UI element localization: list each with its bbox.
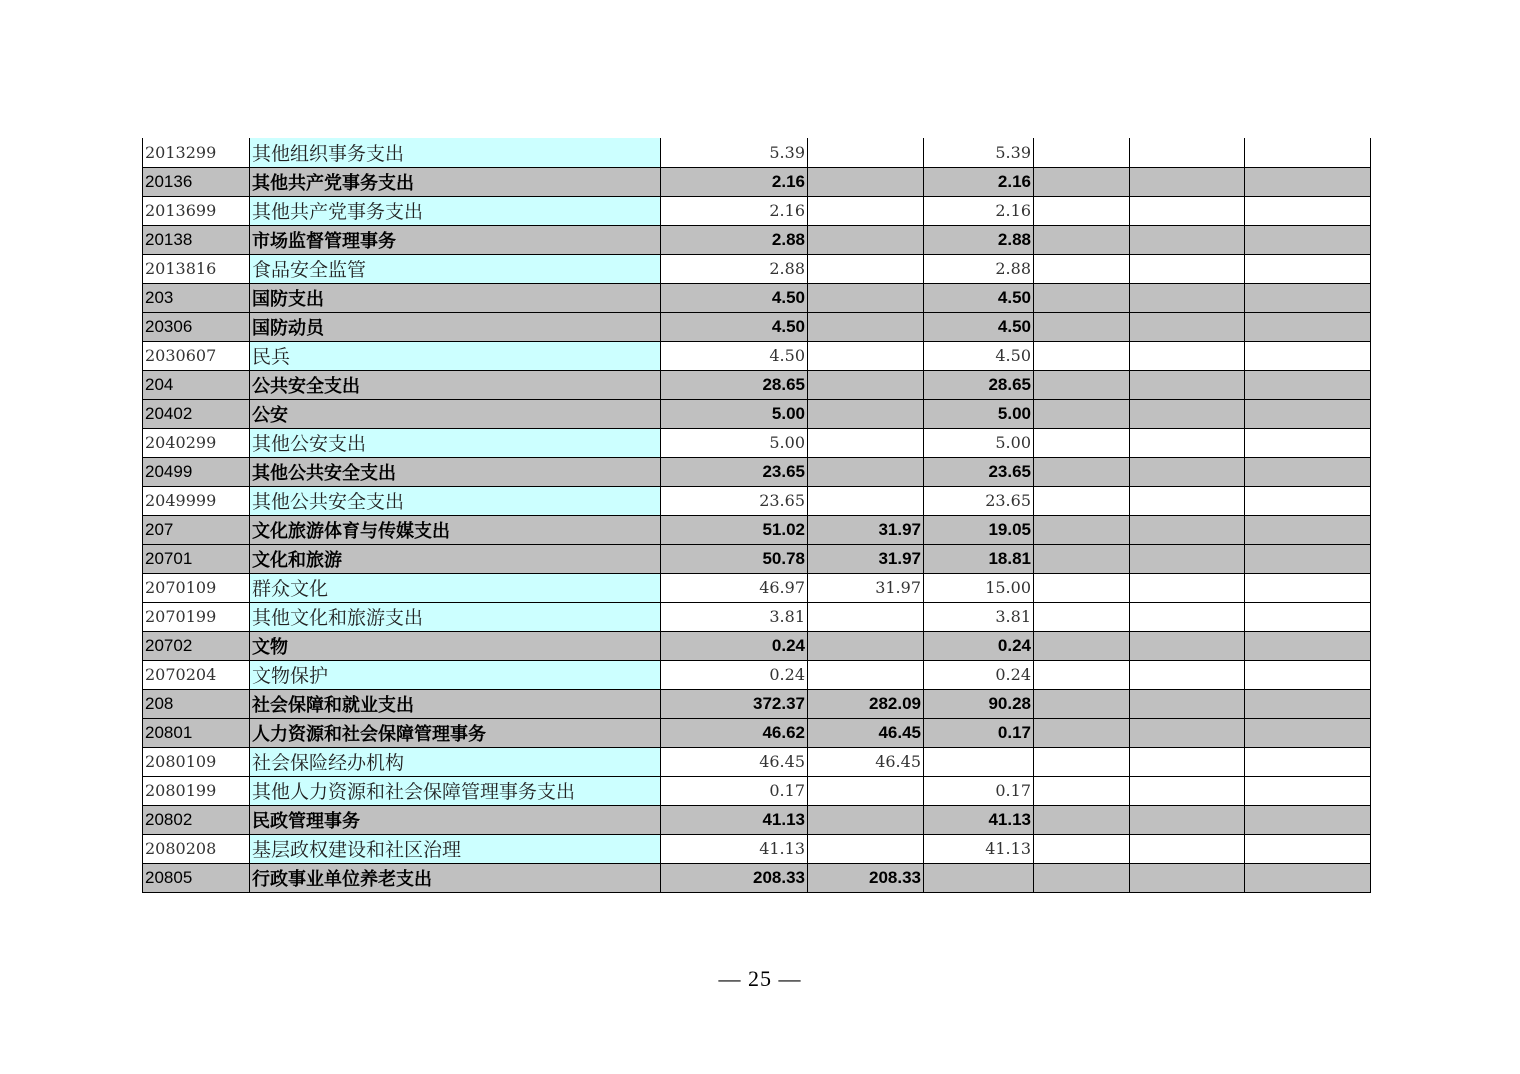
empty-cell <box>1245 776 1371 805</box>
empty-cell <box>1034 747 1130 776</box>
table-row-category <box>143 167 1371 196</box>
basic-expenditure-cell <box>808 312 924 341</box>
empty-cell <box>1245 689 1371 718</box>
empty-cell <box>1245 718 1371 747</box>
basic-expenditure-cell <box>808 370 924 399</box>
total-amount-cell: 28.65 <box>661 370 808 399</box>
table-row-item <box>143 254 1371 283</box>
empty-cell <box>1245 312 1371 341</box>
table-row-category <box>143 312 1371 341</box>
account-name-cell: 食品安全监管 <box>250 254 661 283</box>
account-code-cell: 2080199 <box>143 776 250 805</box>
basic-expenditure-cell: 208.33 <box>808 863 924 892</box>
table-row-category <box>143 283 1371 312</box>
account-code-cell: 2070204 <box>143 660 250 689</box>
empty-cell <box>1034 573 1130 602</box>
total-amount-cell: 5.39 <box>661 138 808 167</box>
empty-cell <box>1034 689 1130 718</box>
empty-cell <box>1034 805 1130 834</box>
basic-expenditure-cell <box>808 225 924 254</box>
basic-expenditure-cell: 46.45 <box>808 718 924 747</box>
project-expenditure-cell: 4.50 <box>924 283 1034 312</box>
table-row-category <box>143 457 1371 486</box>
account-code-cell: 20499 <box>143 457 250 486</box>
table-row-category <box>143 515 1371 544</box>
account-name-cell: 公共安全支出 <box>250 370 661 399</box>
account-code-cell: 2070199 <box>143 602 250 631</box>
project-expenditure-cell: 0.17 <box>924 776 1034 805</box>
account-code-cell: 20701 <box>143 544 250 573</box>
total-amount-cell: 23.65 <box>661 457 808 486</box>
project-expenditure-cell: 15.00 <box>924 573 1034 602</box>
project-expenditure-cell: 2.16 <box>924 196 1034 225</box>
basic-expenditure-cell <box>808 399 924 428</box>
project-expenditure-cell: 5.00 <box>924 399 1034 428</box>
basic-expenditure-cell <box>808 341 924 370</box>
empty-cell <box>1130 515 1245 544</box>
empty-cell <box>1245 370 1371 399</box>
account-name-cell: 基层政权建设和社区治理 <box>250 834 661 863</box>
empty-cell <box>1245 457 1371 486</box>
basic-expenditure-cell: 31.97 <box>808 573 924 602</box>
project-expenditure-cell: 19.05 <box>924 515 1034 544</box>
basic-expenditure-cell <box>808 602 924 631</box>
empty-cell <box>1130 486 1245 515</box>
total-amount-cell: 2.88 <box>661 254 808 283</box>
empty-cell <box>1034 254 1130 283</box>
account-code-cell: 20801 <box>143 718 250 747</box>
total-amount-cell: 41.13 <box>661 805 808 834</box>
empty-cell <box>1245 834 1371 863</box>
account-name-cell: 其他公共安全支出 <box>250 457 661 486</box>
empty-cell <box>1245 602 1371 631</box>
account-code-cell: 20805 <box>143 863 250 892</box>
total-amount-cell: 0.24 <box>661 631 808 660</box>
empty-cell <box>1034 167 1130 196</box>
empty-cell <box>1130 776 1245 805</box>
basic-expenditure-cell <box>808 428 924 457</box>
empty-cell <box>1034 834 1130 863</box>
account-name-cell: 其他公安支出 <box>250 428 661 457</box>
basic-expenditure-cell <box>808 486 924 515</box>
empty-cell <box>1245 573 1371 602</box>
empty-cell <box>1034 486 1130 515</box>
empty-cell <box>1130 747 1245 776</box>
empty-cell <box>1130 254 1245 283</box>
project-expenditure-cell: 2.88 <box>924 254 1034 283</box>
empty-cell <box>1034 312 1130 341</box>
table-row-item <box>143 602 1371 631</box>
project-expenditure-cell: 2.88 <box>924 225 1034 254</box>
project-expenditure-cell <box>924 863 1034 892</box>
empty-cell <box>1130 805 1245 834</box>
account-name-cell: 文化和旅游 <box>250 544 661 573</box>
total-amount-cell: 2.16 <box>661 196 808 225</box>
basic-expenditure-cell: 282.09 <box>808 689 924 718</box>
table-row-category <box>143 399 1371 428</box>
table-row-item <box>143 747 1371 776</box>
account-code-cell: 2013299 <box>143 138 250 167</box>
table-row-item <box>143 776 1371 805</box>
project-expenditure-cell: 0.24 <box>924 660 1034 689</box>
account-name-cell: 其他公共安全支出 <box>250 486 661 515</box>
empty-cell <box>1245 399 1371 428</box>
account-name-cell: 人力资源和社会保障管理事务 <box>250 718 661 747</box>
empty-cell <box>1034 370 1130 399</box>
account-name-cell: 其他组织事务支出 <box>250 138 661 167</box>
total-amount-cell: 46.62 <box>661 718 808 747</box>
table-row-category <box>143 225 1371 254</box>
empty-cell <box>1130 370 1245 399</box>
empty-cell <box>1034 138 1130 167</box>
empty-cell <box>1245 747 1371 776</box>
account-code-cell: 208 <box>143 689 250 718</box>
account-name-cell: 社会保险经办机构 <box>250 747 661 776</box>
empty-cell <box>1034 660 1130 689</box>
account-code-cell: 2049999 <box>143 486 250 515</box>
table-row-item <box>143 573 1371 602</box>
empty-cell <box>1034 776 1130 805</box>
account-name-cell: 其他共产党事务支出 <box>250 196 661 225</box>
total-amount-cell: 5.00 <box>661 399 808 428</box>
account-code-cell: 2070109 <box>143 573 250 602</box>
empty-cell <box>1034 602 1130 631</box>
account-code-cell: 207 <box>143 515 250 544</box>
empty-cell <box>1245 341 1371 370</box>
account-name-cell: 群众文化 <box>250 573 661 602</box>
table-row-category <box>143 370 1371 399</box>
empty-cell <box>1245 544 1371 573</box>
account-code-cell: 20138 <box>143 225 250 254</box>
project-expenditure-cell: 90.28 <box>924 689 1034 718</box>
empty-cell <box>1130 225 1245 254</box>
account-code-cell: 20136 <box>143 167 250 196</box>
account-name-cell: 其他人力资源和社会保障管理事务支出 <box>250 776 661 805</box>
account-code-cell: 2013699 <box>143 196 250 225</box>
basic-expenditure-cell <box>808 834 924 863</box>
empty-cell <box>1130 283 1245 312</box>
account-name-cell: 文物 <box>250 631 661 660</box>
project-expenditure-cell: 28.65 <box>924 370 1034 399</box>
basic-expenditure-cell <box>808 196 924 225</box>
table-row-item <box>143 486 1371 515</box>
empty-cell <box>1034 399 1130 428</box>
table-row-category <box>143 863 1371 892</box>
total-amount-cell: 0.24 <box>661 660 808 689</box>
empty-cell <box>1034 225 1130 254</box>
empty-cell <box>1034 544 1130 573</box>
project-expenditure-cell: 41.13 <box>924 834 1034 863</box>
project-expenditure-cell <box>924 747 1034 776</box>
empty-cell <box>1245 283 1371 312</box>
empty-cell <box>1130 341 1245 370</box>
account-name-cell: 民兵 <box>250 341 661 370</box>
account-code-cell: 20802 <box>143 805 250 834</box>
project-expenditure-cell: 2.16 <box>924 167 1034 196</box>
project-expenditure-cell: 23.65 <box>924 486 1034 515</box>
empty-cell <box>1245 863 1371 892</box>
table-row-category <box>143 631 1371 660</box>
basic-expenditure-cell <box>808 631 924 660</box>
total-amount-cell: 23.65 <box>661 486 808 515</box>
account-code-cell: 20702 <box>143 631 250 660</box>
total-amount-cell: 51.02 <box>661 515 808 544</box>
empty-cell <box>1034 863 1130 892</box>
total-amount-cell: 3.81 <box>661 602 808 631</box>
basic-expenditure-cell <box>808 167 924 196</box>
empty-cell <box>1245 138 1371 167</box>
project-expenditure-cell: 23.65 <box>924 457 1034 486</box>
table-row-category <box>143 718 1371 747</box>
table-row-item <box>143 428 1371 457</box>
empty-cell <box>1245 428 1371 457</box>
account-name-cell: 文物保护 <box>250 660 661 689</box>
empty-cell <box>1245 631 1371 660</box>
basic-expenditure-cell <box>808 138 924 167</box>
project-expenditure-cell: 41.13 <box>924 805 1034 834</box>
table-row-item <box>143 660 1371 689</box>
basic-expenditure-cell <box>808 457 924 486</box>
empty-cell <box>1034 341 1130 370</box>
total-amount-cell: 208.33 <box>661 863 808 892</box>
empty-cell <box>1034 196 1130 225</box>
empty-cell <box>1130 544 1245 573</box>
account-name-cell: 国防动员 <box>250 312 661 341</box>
total-amount-cell: 4.50 <box>661 283 808 312</box>
empty-cell <box>1130 573 1245 602</box>
table-row-item <box>143 138 1371 167</box>
account-code-cell: 20402 <box>143 399 250 428</box>
empty-cell <box>1130 689 1245 718</box>
empty-cell <box>1130 457 1245 486</box>
account-code-cell: 2080109 <box>143 747 250 776</box>
table-row-item <box>143 196 1371 225</box>
empty-cell <box>1130 312 1245 341</box>
account-name-cell: 社会保障和就业支出 <box>250 689 661 718</box>
project-expenditure-cell: 3.81 <box>924 602 1034 631</box>
empty-cell <box>1130 863 1245 892</box>
basic-expenditure-cell <box>808 283 924 312</box>
account-name-cell: 市场监督管理事务 <box>250 225 661 254</box>
empty-cell <box>1130 138 1245 167</box>
basic-expenditure-cell: 31.97 <box>808 544 924 573</box>
project-expenditure-cell: 18.81 <box>924 544 1034 573</box>
empty-cell <box>1130 631 1245 660</box>
empty-cell <box>1245 196 1371 225</box>
empty-cell <box>1245 167 1371 196</box>
basic-expenditure-cell <box>808 805 924 834</box>
total-amount-cell: 41.13 <box>661 834 808 863</box>
empty-cell <box>1034 515 1130 544</box>
empty-cell <box>1130 428 1245 457</box>
empty-cell <box>1245 225 1371 254</box>
total-amount-cell: 4.50 <box>661 312 808 341</box>
total-amount-cell: 0.17 <box>661 776 808 805</box>
budget-expenditure-table <box>142 138 1371 893</box>
total-amount-cell: 5.00 <box>661 428 808 457</box>
total-amount-cell: 50.78 <box>661 544 808 573</box>
empty-cell <box>1034 428 1130 457</box>
table-row-item <box>143 834 1371 863</box>
project-expenditure-cell: 4.50 <box>924 341 1034 370</box>
empty-cell <box>1130 167 1245 196</box>
table-body <box>143 138 1371 892</box>
table-row-category <box>143 689 1371 718</box>
empty-cell <box>1130 718 1245 747</box>
account-name-cell: 公安 <box>250 399 661 428</box>
empty-cell <box>1245 805 1371 834</box>
table-row-item <box>143 341 1371 370</box>
account-code-cell: 2030607 <box>143 341 250 370</box>
empty-cell <box>1130 399 1245 428</box>
basic-expenditure-cell <box>808 254 924 283</box>
total-amount-cell: 372.37 <box>661 689 808 718</box>
account-code-cell: 203 <box>143 283 250 312</box>
total-amount-cell: 2.88 <box>661 225 808 254</box>
empty-cell <box>1034 631 1130 660</box>
account-code-cell: 204 <box>143 370 250 399</box>
empty-cell <box>1034 718 1130 747</box>
page-number: — 25 — <box>718 966 802 991</box>
basic-expenditure-cell <box>808 776 924 805</box>
empty-cell <box>1245 515 1371 544</box>
project-expenditure-cell: 0.24 <box>924 631 1034 660</box>
project-expenditure-cell: 5.00 <box>924 428 1034 457</box>
empty-cell <box>1130 196 1245 225</box>
empty-cell <box>1245 660 1371 689</box>
total-amount-cell: 4.50 <box>661 341 808 370</box>
account-name-cell: 国防支出 <box>250 283 661 312</box>
basic-expenditure-cell <box>808 660 924 689</box>
account-code-cell: 2080208 <box>143 834 250 863</box>
account-code-cell: 20306 <box>143 312 250 341</box>
project-expenditure-cell: 0.17 <box>924 718 1034 747</box>
account-name-cell: 其他文化和旅游支出 <box>250 602 661 631</box>
empty-cell <box>1130 660 1245 689</box>
empty-cell <box>1130 602 1245 631</box>
account-name-cell: 其他共产党事务支出 <box>250 167 661 196</box>
account-code-cell: 2013816 <box>143 254 250 283</box>
table-row-category <box>143 544 1371 573</box>
basic-expenditure-cell: 31.97 <box>808 515 924 544</box>
project-expenditure-cell: 5.39 <box>924 138 1034 167</box>
project-expenditure-cell: 4.50 <box>924 312 1034 341</box>
empty-cell <box>1130 834 1245 863</box>
basic-expenditure-cell: 46.45 <box>808 747 924 776</box>
empty-cell <box>1245 486 1371 515</box>
empty-cell <box>1245 254 1371 283</box>
total-amount-cell: 2.16 <box>661 167 808 196</box>
empty-cell <box>1034 283 1130 312</box>
account-name-cell: 行政事业单位养老支出 <box>250 863 661 892</box>
account-code-cell: 2040299 <box>143 428 250 457</box>
total-amount-cell: 46.45 <box>661 747 808 776</box>
account-name-cell: 文化旅游体育与传媒支出 <box>250 515 661 544</box>
empty-cell <box>1034 457 1130 486</box>
table-row-category <box>143 805 1371 834</box>
account-name-cell: 民政管理事务 <box>250 805 661 834</box>
total-amount-cell: 46.97 <box>661 573 808 602</box>
